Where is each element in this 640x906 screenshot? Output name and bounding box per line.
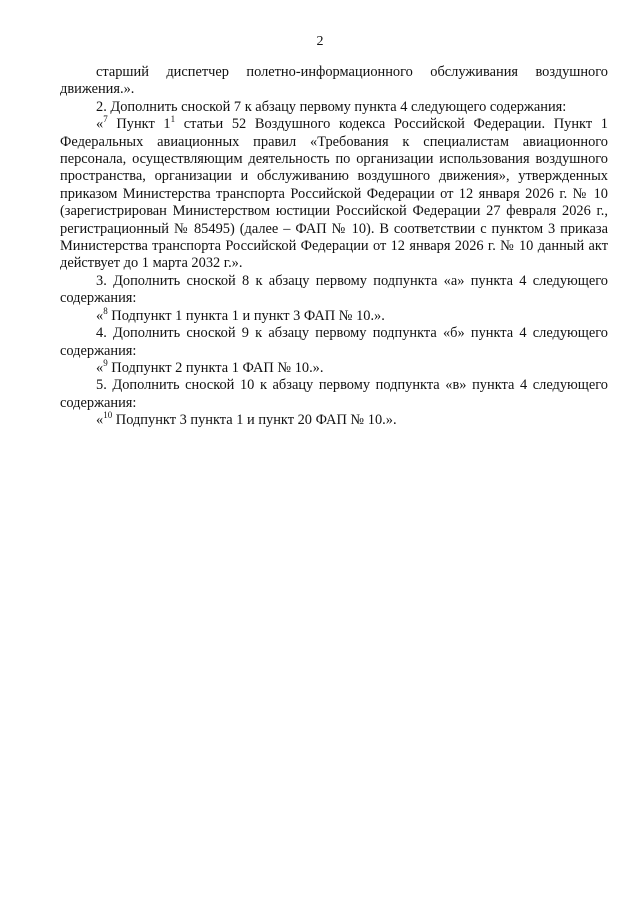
paragraph-item-4: 4. Дополнить сноской 9 к абзацу первому подпункта «б» пункта 4 следующего содержания: bbox=[60, 325, 608, 359]
footnote-7-part-a: Пункт 1 bbox=[107, 116, 171, 133]
open-quote: « bbox=[96, 412, 104, 429]
open-quote: « bbox=[96, 116, 104, 133]
page-number: 2 bbox=[316, 34, 324, 49]
footnote-marker-7: 7 bbox=[103, 114, 108, 125]
open-quote: « bbox=[96, 359, 104, 376]
footnote-10-body: Подпункт 3 пункта 1 и пункт 20 ФАП № 10.». bbox=[112, 412, 397, 429]
footnote-9-body: Подпункт 2 пункта 1 ФАП № 10.». bbox=[107, 359, 324, 376]
footnote-marker-9: 9 bbox=[103, 358, 108, 369]
open-quote: « bbox=[96, 307, 104, 324]
footnote-8-text bbox=[60, 305, 608, 325]
footnote-8-body: Подпункт 1 пункта 1 и пункт 3 ФАП № 10.». bbox=[107, 307, 385, 324]
paragraph-item-2: 2. Дополнить сноской 7 к абзацу первому пункта 4 следующего содержания: bbox=[96, 98, 567, 115]
document-body bbox=[60, 64, 608, 430]
footnote-7-text bbox=[60, 116, 608, 273]
paragraph-item-3: 3. Дополнить сноской 8 к абзацу первому подпункта «а» пункта 4 следующего содержания: bbox=[60, 272, 608, 307]
footnote-9-text bbox=[60, 360, 608, 377]
paragraph-text: старший диспетчер полетно-информационного обслуживания воздушного движения.». bbox=[60, 64, 608, 98]
footnote-10-text bbox=[60, 412, 608, 429]
footnote-7-part-b: статьи 52 Воздушного кодекса Российской Федерации. Пункт 1 Федеральных авиационных правил «Требования к специалистам авиационного персонала, осуществляющим деятельность по организации использования воздушного пространства, организации и обслуживанию воздушного движения», утвержденных приказом Министерства транспорта Российской Федерации от 12 января 2026 г. № 10 (зарегистрирован Министерством юстиции Российской Федерации 27 февраля 2026 г., регистрационный № 85495) (далее – ФАП № 10). В соответствии с пунктом 3 приказа Министерства транспорта Российской Федерации от 12 января 2026 г. № 10 данный акт действует до 1 марта 2032 г.». bbox=[60, 116, 608, 272]
paragraph-item-5: 5. Дополнить сноской 10 к абзацу первому подпункта «в» пункта 4 следующего содержания: bbox=[60, 377, 608, 411]
footnote-marker-8: 8 bbox=[103, 305, 108, 316]
article-superscript: 1 bbox=[170, 114, 176, 125]
footnote-marker-10: 10 bbox=[103, 410, 113, 421]
paragraph-continuation bbox=[60, 64, 608, 99]
